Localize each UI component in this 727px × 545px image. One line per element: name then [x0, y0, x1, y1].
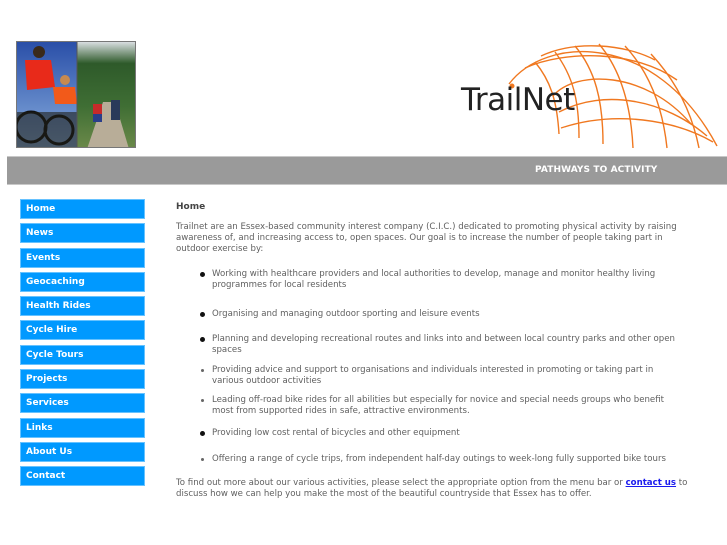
list-item: Organising and managing outdoor sporting and leisure events	[212, 309, 682, 320]
bullet-icon	[201, 369, 204, 372]
logo-text: TrailNet	[461, 82, 575, 118]
list-item: Leading off-road bike rides for all abilities but especially for novice and special needs groups who benefit most from supported rides in safe, attractive environments.	[212, 395, 682, 417]
list-item: Providing advice and support to organisations and individuals interested in promoting or taking part in various outdoor activities	[212, 365, 682, 387]
main-content	[176, 202, 696, 499]
nav-item-projects[interactable]: Projects	[20, 369, 145, 389]
main-nav	[20, 199, 145, 491]
bullet-icon	[200, 312, 205, 317]
nav-item-geocaching[interactable]: Geocaching	[20, 272, 145, 292]
contact-us-link[interactable]: contact us	[625, 478, 677, 488]
list-item: Offering a range of cycle trips, from independent half-day outings to week-long fully supported bike tours	[212, 454, 682, 465]
nav-item-home[interactable]: Home	[20, 199, 145, 219]
trailnet-logo[interactable]	[455, 40, 727, 152]
nav-item-events[interactable]: Events	[20, 248, 145, 268]
nav-item-cycle-tours[interactable]: Cycle Tours	[20, 345, 145, 365]
header-photo	[16, 41, 136, 148]
nav-item-health-rides[interactable]: Health Rides	[20, 296, 145, 316]
bullet-icon	[200, 431, 205, 436]
page-title: Home	[176, 202, 206, 212]
nav-item-news[interactable]: News	[20, 223, 145, 243]
list-item: Planning and developing recreational routes and links into and between local country parks and other open spaces	[212, 334, 682, 356]
tagline-bar	[7, 156, 727, 185]
nav-item-cycle-hire[interactable]: Cycle Hire	[20, 320, 145, 340]
bullet-icon	[201, 399, 204, 402]
outro-paragraph: To find out more about our various activities, please select the appropriate option from the menu bar or contact us to discuss how we can help you make the most of the beautiful countryside that Essex has to offer.	[176, 478, 688, 499]
nav-item-about-us[interactable]: About Us	[20, 442, 145, 462]
list-item: Providing low cost rental of bicycles and other equipment	[212, 428, 682, 439]
nav-item-contact[interactable]: Contact	[20, 466, 145, 486]
intro-paragraph: Trailnet are an Essex-based community interest company (C.I.C.) dedicated to promoting physical activity by raising awareness of, and increasing access to, open spaces. Our goal is to increase the number of people taking part in outdoor exercise by:	[176, 222, 677, 254]
bullet-icon	[200, 337, 205, 342]
tagline: PATHWAYS TO ACTIVITY	[535, 165, 658, 175]
bullet-icon	[200, 272, 205, 277]
nav-item-links[interactable]: Links	[20, 418, 145, 438]
nav-item-services[interactable]: Services	[20, 393, 145, 413]
list-item: Working with healthcare providers and local authorities to develop, manage and monitor healthy living programmes for local residents	[212, 269, 682, 291]
bullet-icon	[201, 458, 204, 461]
